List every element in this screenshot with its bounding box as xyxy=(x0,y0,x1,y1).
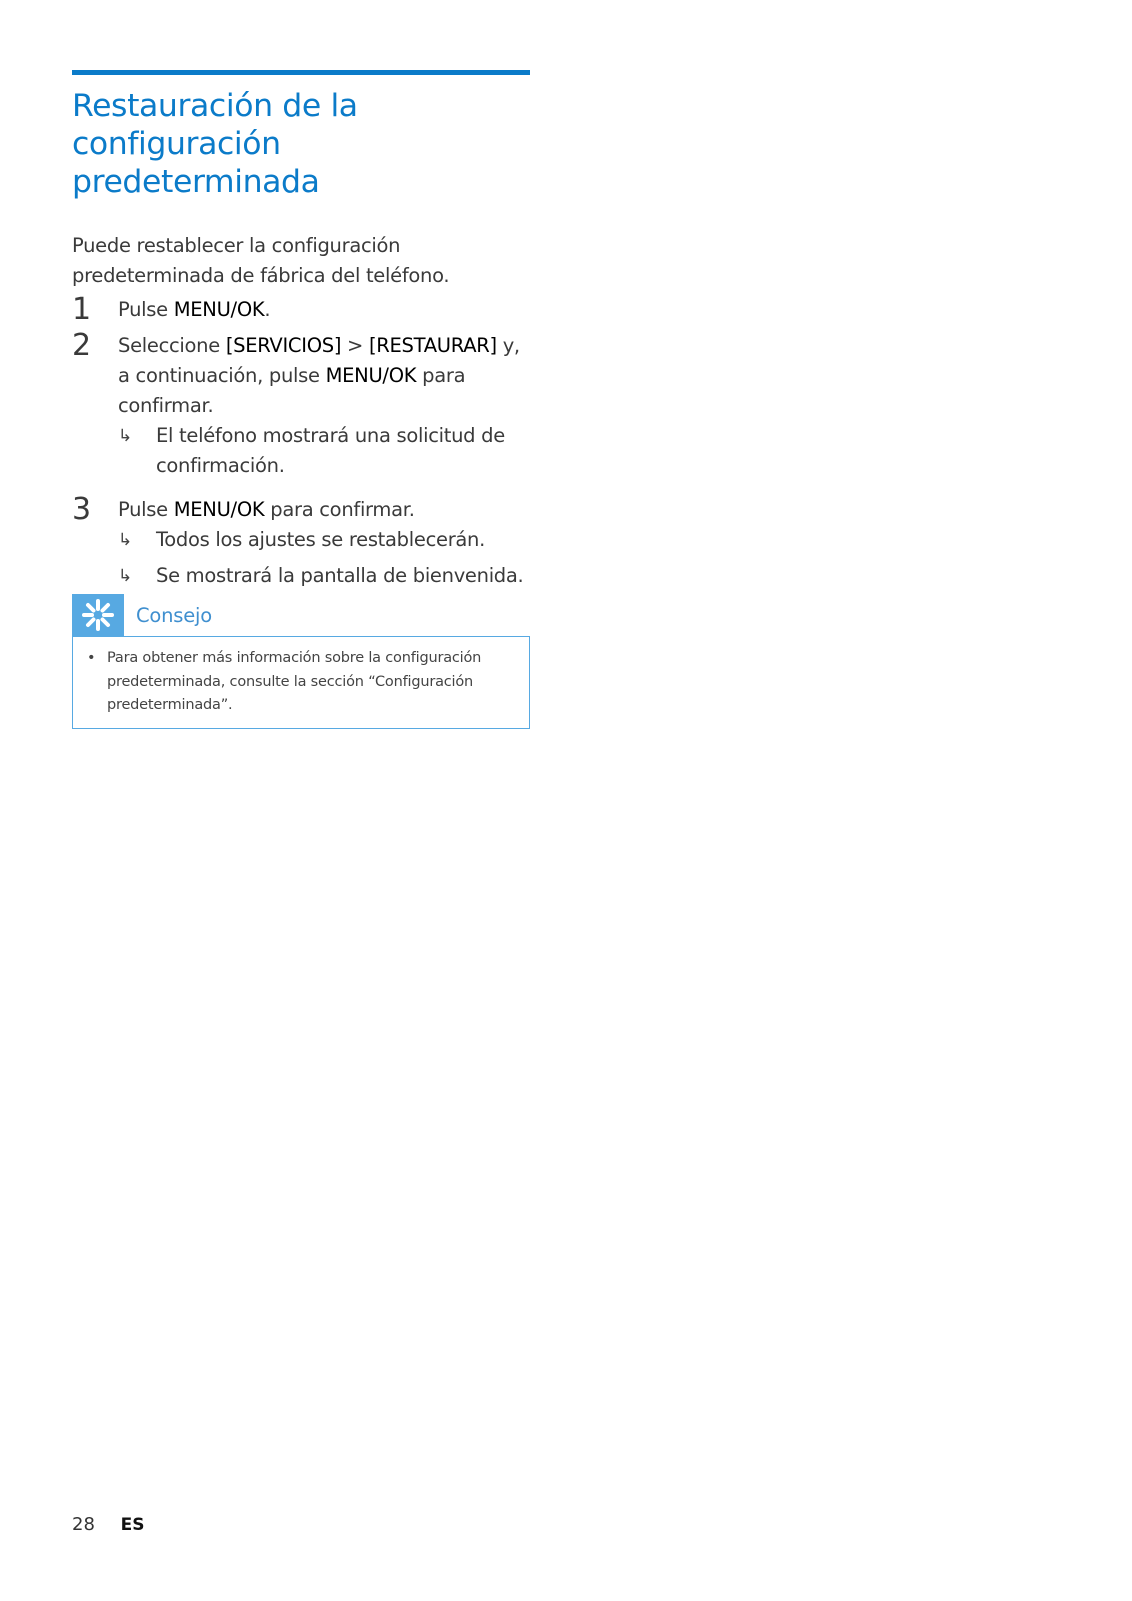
step-text: y, a continuación, pulse xyxy=(118,334,520,387)
key-label: MENU/OK xyxy=(325,364,417,387)
section-title-line2: configuración predeterminada xyxy=(72,126,320,200)
key-label: MENU/OK xyxy=(173,298,265,321)
bullet-icon: • xyxy=(87,650,96,666)
step-1 xyxy=(72,292,530,327)
step-3 xyxy=(72,492,530,591)
menu-label: [SERVICIOS] xyxy=(225,334,342,357)
page-number: 28 xyxy=(72,1514,95,1535)
tip-header xyxy=(72,594,530,636)
step-text: > xyxy=(341,334,369,357)
step-text: . xyxy=(264,298,271,321)
result-text: Se mostrará la pantalla de bienvenida. xyxy=(156,564,524,587)
step-number: 3 xyxy=(72,492,91,527)
step-number: 1 xyxy=(72,292,91,327)
menu-label: [RESTAURAR] xyxy=(368,334,497,357)
result-item xyxy=(118,525,530,555)
key-label: MENU/OK xyxy=(173,498,265,521)
step-text: para confirmar. xyxy=(264,498,415,521)
result-arrow-icon: ↳ xyxy=(118,566,132,586)
result-text: Todos los ajustes se restablecerán. xyxy=(156,528,486,551)
tip-item xyxy=(87,647,517,718)
step-results xyxy=(118,525,530,591)
language-code: ES xyxy=(120,1515,145,1535)
step-number: 2 xyxy=(72,328,91,363)
step-2 xyxy=(72,328,530,481)
intro-paragraph: Puede restablecer la configuración predeterminada de fábrica del teléfono. xyxy=(72,234,450,287)
section-title-line1: Restauración de la xyxy=(72,88,358,124)
section-top-rule xyxy=(72,70,530,75)
step-results xyxy=(118,421,530,481)
steps-list xyxy=(72,292,530,591)
tip-content xyxy=(72,636,530,729)
step-text: Seleccione xyxy=(118,334,226,357)
section-title xyxy=(72,87,530,201)
step-text: para confirmar. xyxy=(118,364,466,417)
step-text: Pulse xyxy=(118,498,174,521)
result-text: El teléfono mostrará una solicitud de confirmación. xyxy=(156,424,505,477)
content-column xyxy=(72,70,530,591)
asterisk-icon xyxy=(72,594,124,636)
result-arrow-icon: ↳ xyxy=(118,426,132,446)
result-item xyxy=(118,421,530,481)
tip-text: Para obtener más información sobre la configuración predeterminada, consulte la sección “Configuración predeterminada”. xyxy=(107,650,482,713)
result-item xyxy=(118,561,530,591)
page-footer xyxy=(72,1514,145,1535)
tip-title: Consejo xyxy=(136,603,213,627)
result-arrow-icon: ↳ xyxy=(118,530,132,550)
tip-box xyxy=(72,594,530,729)
step-text: Pulse xyxy=(118,298,174,321)
